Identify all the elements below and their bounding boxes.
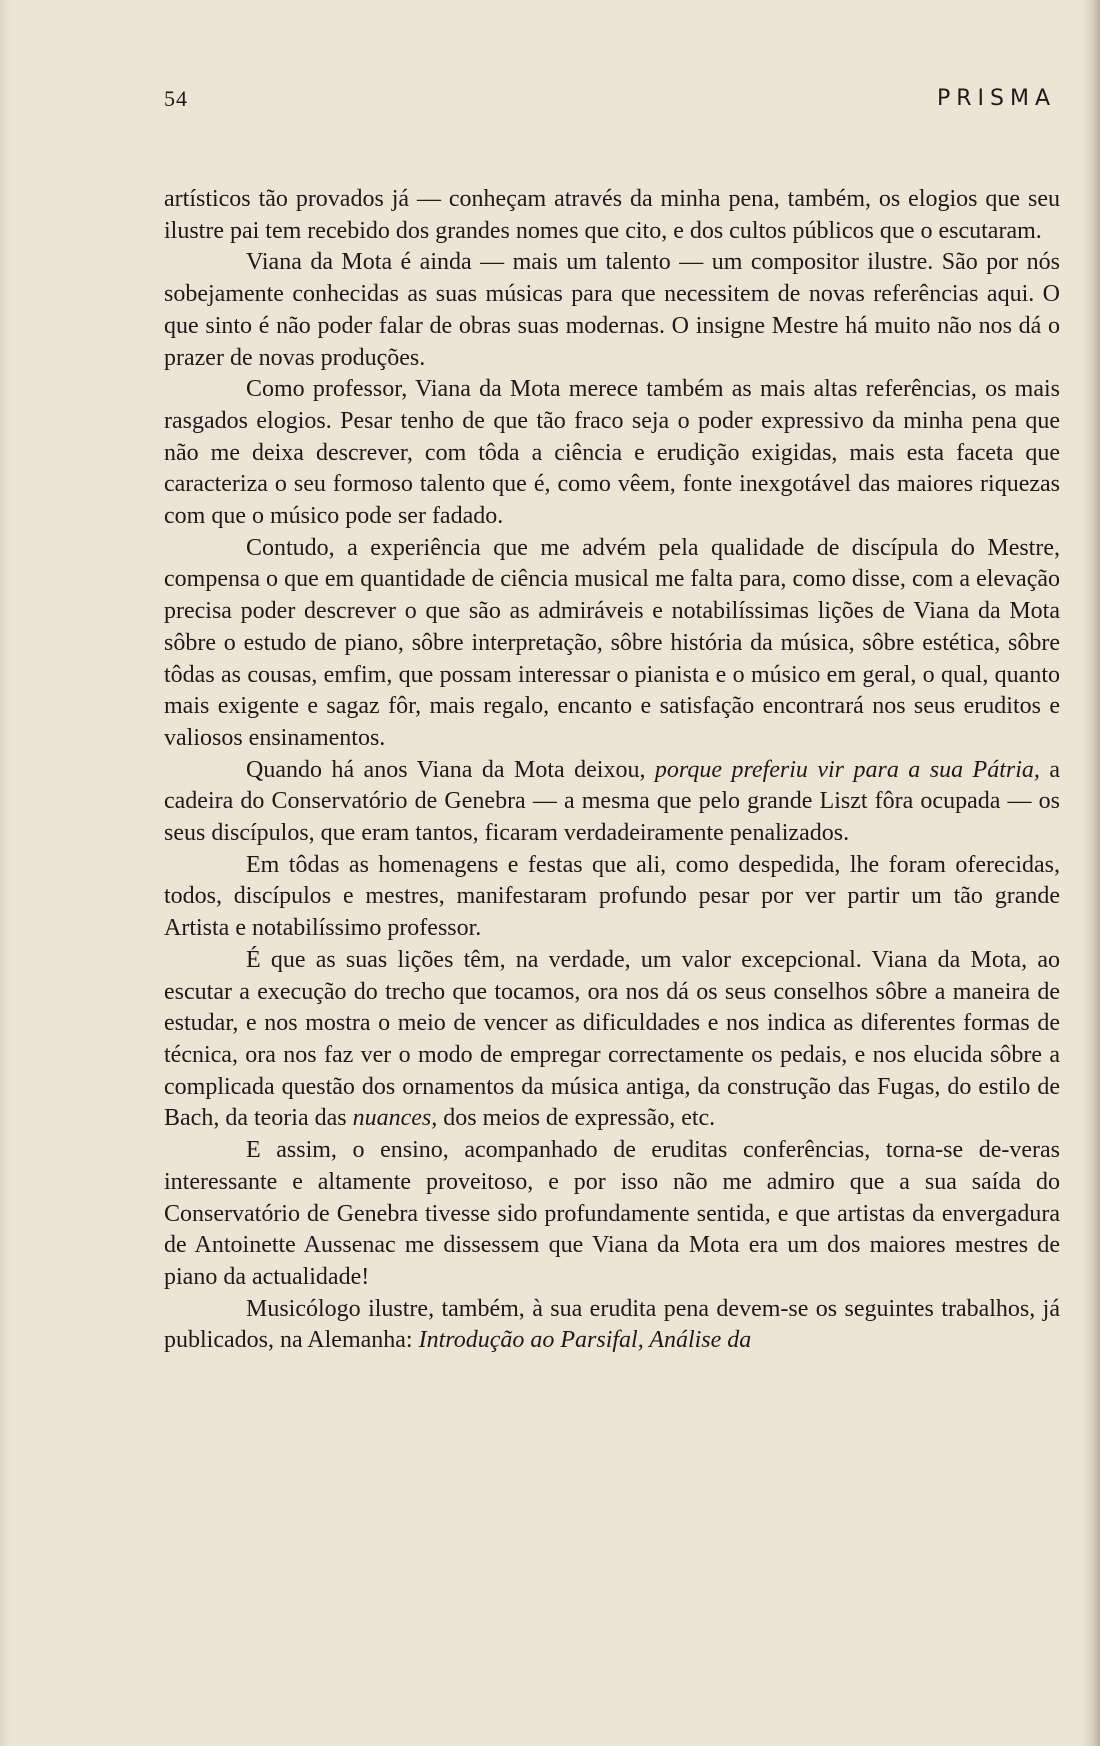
text-segment: Viana da Mota é ainda — mais um talento — um compositor ilustre. São por nós sobejamente conhecidas as suas músicas para que necessitem de novas referências aqui. O que sinto é não poder falar de obras suas modernas. O insigne Mestre há muito não nos dá o prazer de novas produções.: [164, 249, 1060, 371]
paragraph: [164, 850, 1060, 945]
page-number: 54: [164, 86, 188, 111]
paragraph: [164, 374, 1060, 533]
text-segment: Quando há anos Viana da Mota deixou,: [246, 756, 655, 783]
text-segment: Em tôdas as homenagens e festas que ali, como despedida, lhe foram oferecidas, todos, discípulos e mestres, manifestaram profundo pesar por ver partir um tão grande Artista e notabilíssimo professor.: [164, 851, 1060, 942]
text-segment: Musicólogo ilustre, também, à sua erudita pena devem-se os seguintes trabalhos, já publicados, na Alemanha:: [164, 1295, 1060, 1354]
text-segment: Como professor, Viana da Mota merece também as mais altas referências, os mais rasgados elogios. Pesar tenho de que tão fraco seja o poder expressivo da minha pena que não me deixa descrever, com tôda a ciência e erudição exigidas, mais esta faceta que caracteriza o seu formoso talento que é, como vêem, fonte inexgotável das maiores riquezas com que o músico pode ser fadado.: [164, 376, 1060, 530]
italic-text: nuances,: [352, 1105, 438, 1132]
paragraph: [164, 247, 1060, 374]
text-segment: E assim, o ensino, acompanhado de eruditas conferências, torna-se de-veras interessante e altamente proveitoso, e por isso não me admiro que a sua saída do Conservatório de Genebra tivesse sido profundamente sentida, e que artistas da envergadura de Antoinette Aussenac me dissessem que Viana da Mota era um dos maiores mestres de piano da actualidade!: [164, 1137, 1060, 1290]
paragraph: [164, 755, 1060, 850]
italic-text: Introdução ao Parsifal, Análise da: [418, 1327, 752, 1354]
text-segment: dos meios de expressão, etc.: [437, 1105, 716, 1132]
paragraph: [164, 945, 1060, 1135]
page-left-edge: [0, 0, 10, 1746]
running-title: PRISMA: [936, 86, 1056, 111]
paragraph: [164, 533, 1060, 755]
text-segment: a cadeira do Conservatório de Genebra — a mesma que pelo grande Liszt fôra ocupada — os seus discípulos, que eram tantos, ficaram verdadeiramente penalizados.: [164, 756, 1060, 847]
page-right-edge: [1082, 0, 1100, 1746]
paragraph: [164, 1294, 1060, 1357]
body-text: [164, 184, 1060, 1357]
italic-text: porque preferiu vir para a sua Pátria,: [654, 756, 1040, 783]
text-segment: artísticos tão provados já — conheçam através da minha pena, também, os elogios que seu ilustre pai tem recebido dos grandes nomes que cito, e dos cultos públicos que o escutaram.: [164, 186, 1060, 244]
text-segment: É que as suas lições têm, na verdade, um valor excepcional. Viana da Mota, ao escutar a execução do trecho que tocamos, ora nos dá os seus conselhos sôbre a maneira de estudar, e nos mostra o meio de vencer as dificuldades e nos indica as diferentes formas de técnica, ora nos faz ver o modo de empregar correctamente os pedais, e nos elucida sôbre a complicada questão dos ornamentos da música antiga, da construção das Fugas, do estilo de Bach, da teoria das: [164, 946, 1060, 1132]
text-segment: Contudo, a experiência que me advém pela qualidade de discípula do Mestre, compensa o que em quantidade de ciência musical me falta para, como disse, com a elevação precisa poder descrever o que são as admiráveis e notabilíssimas lições de Viana da Mota sôbre o estudo de piano, sôbre interpretação, sôbre história da música, sôbre estética, sôbre tôdas as cousas, emfim, que possam interessar o pianista e o músico em geral, o qual, quanto mais exigente e sagaz fôr, mais regalo, encanto e satisfação encontrará nos seus eruditos e valiosos ensinamentos.: [164, 534, 1060, 751]
paragraph: [164, 184, 1060, 247]
paragraph: [164, 1135, 1060, 1294]
